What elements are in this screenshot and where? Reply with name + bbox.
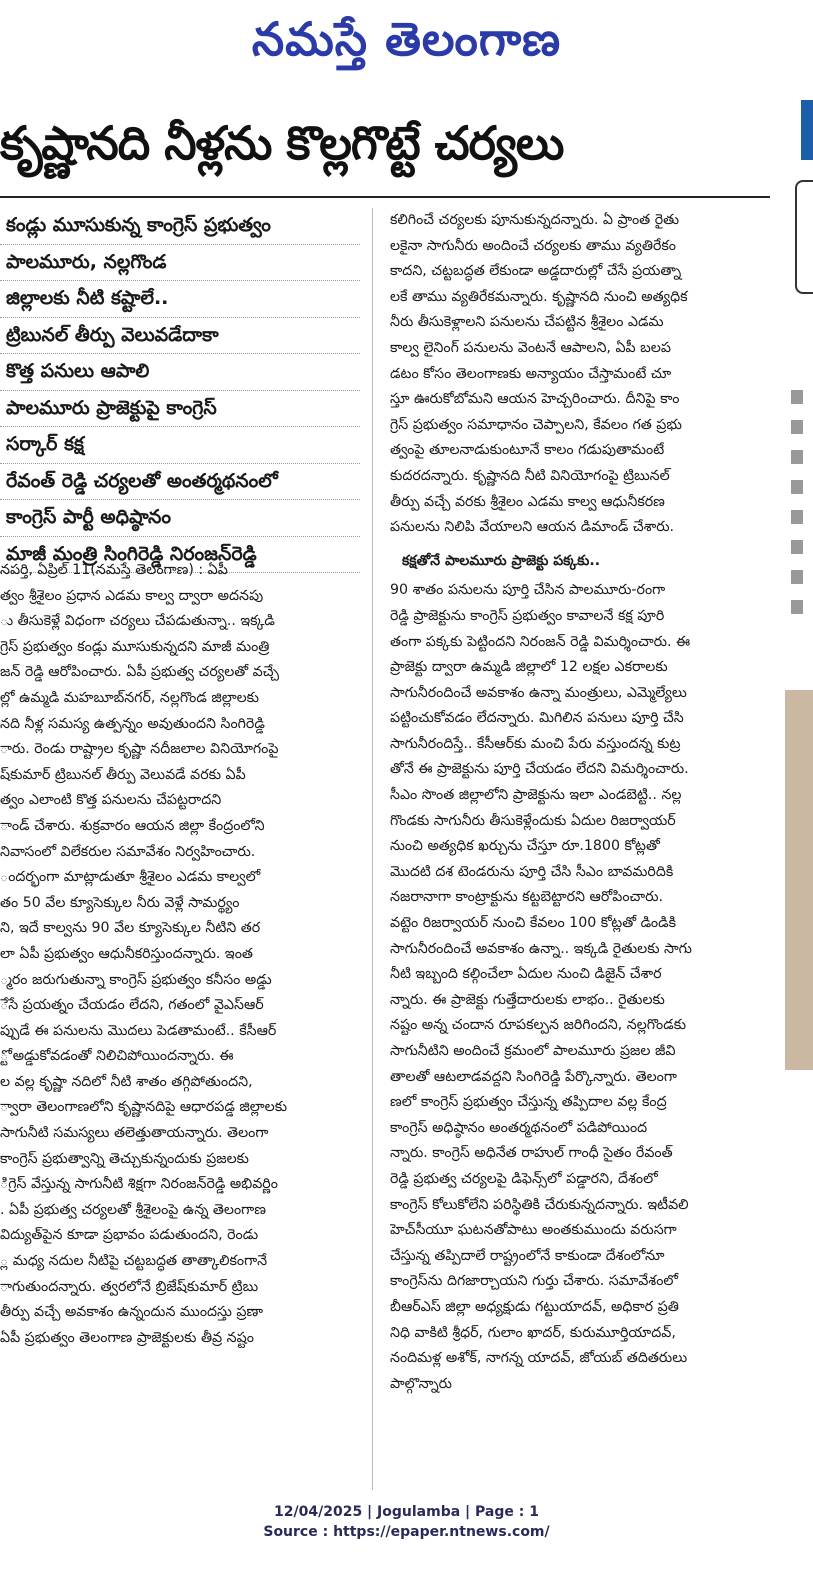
body-line: ్టో అడ్డుకోవడంతో నిలిచిపోయిందన్నారు. ఈ (0, 1048, 234, 1065)
text-fragment (791, 540, 803, 554)
right-subhead: కక్షతోనే పాలమూరు ప్రాజెక్టు పక్కకు.. (402, 552, 601, 569)
body-line: తీర్పు వచ్చే అవకాశం ఉన్నందున ముందస్తు ప్రణా (0, 1304, 264, 1321)
body-line: తోనే ఈ ప్రాజెక్టును పూర్తి చేయడం లేదని విమర్శించారు. (390, 761, 689, 778)
text-fragment (791, 510, 803, 524)
headline-rule (0, 196, 770, 198)
body-line: న్నారు. ఈ ప్రాజెక్టు గుత్తేదారులకు లాభం.. రైతులకు (390, 991, 665, 1008)
body-line: సాగునీరందిస్తే.. కేసీఆర్‌కు మంచి పేరు వస్తుందన్న కుట్ర (390, 735, 681, 752)
body-line: జన్ రెడ్డి ఆరోపించారు. ఏపీ ప్రభుత్వ చర్యలతో వచ్చే (0, 664, 280, 681)
body-line: ్ల మధ్య నదుల నీటిపై చట్టబద్ధత తాత్కాలికంగానే (0, 1253, 268, 1270)
body-line: పట్టించుకోవడం లేదన్నారు. మిగిలిన పనులు పూర్తి చేసి (390, 710, 684, 727)
body-line: నీరు తీసుకెళ్లాలని పనులను చేపట్టిన శ్రీశైలం ఎడమ (390, 314, 664, 331)
body-line: హెచ్‌సీయూ ఘటనతోపాటు అంతకుముందు వరుసగా (390, 1222, 677, 1239)
blue-tab (801, 100, 813, 160)
body-line: కుదరదన్నారు. కృష్ణానది నీటి వినియోగంపై ట్రిబునల్ (390, 467, 670, 484)
body-line: త్వం ఎలాంటి కొత్త పనులను చేపట్టరాదని (0, 792, 222, 809)
body-line: ాండ్ చేశారు. శుక్రవారం ఆయన జిల్లా కేంద్రంలోని (0, 817, 265, 834)
adjacent-photo (785, 690, 813, 1070)
body-line: ఏపీ ప్రభుత్వం తెలంగాణ ప్రాజెక్టులకు తీవ్ర నష్టం (0, 1329, 254, 1346)
body-line: కాంగ్రెస్ అధిష్ఠానం అంతర్మథనంలో పడిపోయింద (390, 1119, 648, 1136)
body-line: పాల్గొన్నారు (390, 1375, 452, 1392)
body-line: నపర్తి, ఏప్రిల్ 11(నమస్తే తెలంగాణ) : ఏపీ (0, 562, 228, 578)
text-fragment (791, 390, 803, 404)
body-line: నుంచి అత్యధిక ఖర్చును చేస్తూ రూ.1800 కోట్లతో (390, 838, 660, 855)
body-line: త్వంపై తూలనాడుకుంటూనే కాలం గడుపుతామంటే (390, 442, 665, 459)
body-line: నజరానాగా కాంట్రాక్టును కట్టబెట్టారని ఆరోపించారు. (390, 889, 664, 906)
left-column-body (0, 558, 355, 1351)
body-line: నది నీళ్ల సమస్య ఉత్పన్నం అవుతుందని సింగిరెడ్డి (0, 715, 265, 732)
body-line: ు తీసుకెళ్లే విధంగా చర్యలు చేపడుతున్నా.. ఇక్కడి (0, 613, 275, 630)
subheading: కొత్త పనులు ఆపాలి (0, 354, 360, 391)
body-line: నివాసంలో విలేకరుల సమావేశం నిర్వహించారు. (0, 843, 256, 860)
body-line: ిగ్రెస్ వేస్తున్న సాగునీటి శిక్షగా నిరంజన్‌రెడ్డి అభివర్ణిం (0, 1176, 278, 1193)
body-line: డటం కోసం తెలంగాణకు అన్యాయం చేస్తామంటే చూ (390, 365, 672, 382)
headline: కృష్ణానది నీళ్లను కొల్లగొట్టే చర్యలు (0, 116, 564, 170)
body-line: సాగునీరందించే అవకాశం ఉన్నా.. ఇక్కడి రైతులకు సాగు (390, 940, 692, 957)
body-line: తం 50 వేల క్యూసెక్కుల నీరు వెళ్లే సామర్థ్యం (0, 894, 240, 911)
body-line: ల్లో ఉమ్మడి మహబూబ్‌నగర్, నల్లగొండ జిల్లాలకు (0, 689, 259, 706)
body-line: నష్టం అన్న చందాన రూపకల్పన జరిగిందని, నల్లగొండకు (390, 1017, 687, 1034)
body-line: సాగునీటి సమస్యలు తలెత్తుతాయన్నారు. తెలంగా (0, 1125, 269, 1142)
body-line: ్వారా తెలంగాణలోని కృష్ణానదిపై ఆధారపడ్డ జిల్లాలకు (0, 1099, 288, 1116)
newspaper-logo: నమస్తే తెలంగాణ (251, 12, 562, 66)
masthead (0, 0, 813, 90)
body-line: ్మరం జరుగుతున్నా కాంగ్రెస్ ప్రభుత్వం కనీసం అడ్డు (0, 971, 272, 988)
body-line: సాగునీరందించే అవకాశం ఉన్నా మంత్రులు, ఎమ్మెల్యేలు (390, 684, 687, 701)
body-line: గ్రెస్ ప్రభుత్వం కండ్లు మూసుకున్నదని మాజీ మంత్రి (0, 638, 270, 655)
body-line: కలిగించే చర్యలకు పూనుకున్నదన్నారు. ఏ ప్రాంత రైతు (390, 212, 680, 228)
footer (0, 1502, 813, 1542)
body-line: సీఎం సొంత జిల్లాలోని ప్రాజెక్టును ఇలా ఎండబెట్టి.. నల్ల (390, 787, 682, 804)
text-fragment (791, 450, 803, 464)
body-line: పనులను నిలిపి వేయాలని ఆయన డిమాండ్ చేశారు. (390, 519, 675, 536)
body-line: కాదని, చట్టబద్ధత లేకుండా అడ్డదారుల్లో చేసే ప్రయత్నా (390, 263, 682, 280)
body-line: 90 శాతం పనులను పూర్తి చేసిన పాలమూరు-రంగా (390, 582, 666, 599)
body-line: ని, ఇదే కాల్వను 90 వేల క్యూసెక్కుల నీటిని తర (0, 920, 261, 937)
subheading: సర్కార్ కక్ష (0, 427, 360, 464)
body-line: ప్పుడే ఈ పనులను మొదలు పెడతామంటే.. కేసీఆర్ (0, 1022, 277, 1039)
subheading: ట్రిబునల్ తీర్పు వెలువడేదాకా (0, 318, 360, 355)
body-line: . ఏపీ ప్రభుత్వ చర్యలతో శ్రీశైలంపై ఉన్న తెలంగాణ (0, 1201, 266, 1218)
footer-source: Source : https://epaper.ntnews.com/ (263, 1524, 550, 1540)
body-line: ణలో కాంగ్రెస్ ప్రభుత్వం చేస్తున్న తప్పిదాల వల్ల కేంద్ర (390, 1094, 667, 1111)
right-column (390, 208, 765, 1397)
body-line: ల వల్ల కృష్ణా నదిలో నీటి శాతం తగ్గిపోతుందని, (0, 1073, 253, 1090)
text-fragment (791, 480, 803, 494)
footer-date-edition: 12/04/2025 | Jogulamba | Page : 1 (274, 1504, 539, 1520)
body-line: న్నారు. కాంగ్రెస్ అధినేత రాహుల్ గాంధీ సైతం రేవంత్ (390, 1145, 673, 1162)
body-line: రెడ్డి ప్రాజెక్టును కాంగ్రెస్ ప్రభుత్వం కావాలనే కక్ష పూరి (390, 607, 665, 624)
body-line: వట్టెం రిజర్వాయర్ నుంచి కేవలం 100 కోట్లతో డిండికి (390, 915, 676, 932)
body-line: మొదటి దశ టెండరును పూర్తి చేసి సీఎం బావమరిదికి (390, 863, 674, 880)
body-line: బీఆర్‌ఎస్ జిల్లా అధ్యక్షుడు గట్టుయాదవ్, అధికార ప్రతి (390, 1298, 679, 1315)
body-line: ష్‌కుమార్ ట్రిబునల్ తీర్పు వెలువడే వరకు ఏపీ (0, 766, 246, 783)
body-line: లకైనా సాగునీరు అందించే చర్యలకు తాము వ్యతిరేకం (390, 237, 676, 254)
subheading: పాలమూరు ప్రాజెక్టుపై కాంగ్రెస్ (0, 391, 360, 428)
body-line: ేసే ప్రయత్నం చేయడం లేదని, గతంలో వైఎస్ఆర్ (0, 997, 264, 1014)
body-line: స్తూ ఊరుకోబోమని ఆయన హెచ్చరించారు. దీనిపై కాం (390, 391, 680, 408)
body-line: కాల్వ లైనింగ్ పనులను వెంటనే ఆపాలని, ఏపీ బలప (390, 339, 671, 356)
text-fragment (791, 570, 803, 584)
body-line: సాగునీటిని అందించే క్రమంలో పాలమూరు ప్రజల జీవి (390, 1043, 676, 1059)
text-fragment (791, 420, 803, 434)
bracket-shape (795, 180, 813, 294)
body-line: గ్రెస్ ప్రభుత్వం సమాధానం చెప్పాలని, కేవలం గత ప్రభు (390, 416, 682, 433)
right-column-body-2 (390, 578, 765, 1397)
body-line: లకే తాము వ్యతిరేకమన్నారు. కృష్ణానది నుంచి అత్యధిక (390, 288, 688, 305)
body-line: గొండకు సాగునీరు తీసుకెళ్లేందుకు ఏదుల రిజర్వాయర్ (390, 812, 676, 829)
body-line: తాలతో ఆటలాడవద్దని సింగిరెడ్డి పేర్కొన్నారు. తెలంగా (390, 1068, 677, 1085)
subheadings (0, 208, 360, 573)
body-line: నందిమళ్ల అశోక్, నాగన్న యాదవ్, జోయబ్ తదితరులు (390, 1350, 688, 1367)
body-line: తీర్పు వచ్చే వరకు శ్రీశైలం ఎడమ కాల్వ ఆధునీకరణ (390, 493, 665, 510)
body-line: త్వం శ్రీశైలం ప్రధాన ఎడమ కాల్వ ద్వారా అదనపు (0, 587, 264, 604)
body-line: ందర్భంగా మాట్లాడుతూ శ్రీశైలం ఎడమ కాల్వలో (0, 869, 261, 886)
column-separator (372, 208, 373, 1490)
body-line: తంగా పక్కకు పెట్టిందని నిరంజన్ రెడ్డి విమర్శించారు. ఈ (390, 633, 691, 650)
subheading: మాజీ మంత్రి సింగిరెడ్డి నిరంజన్‌రెడ్డి (0, 537, 360, 574)
body-line: ాగుతుందన్నారు. త్వరలోనే బ్రిజేష్‌కుమార్ ట్రిబు (0, 1278, 259, 1295)
subheading: పాలమూరు, నల్లగొండ (0, 245, 360, 282)
body-line: లా ఏపీ ప్రభుత్వం ఆధునీకరిస్తుందన్నారు. ఇంత (0, 945, 253, 962)
right-column-body-1 (390, 208, 765, 541)
article-clip (0, 100, 770, 1490)
text-fragment (791, 600, 803, 614)
body-line: ారు. రెండు రాష్ట్రాల కృష్ణా నదీజలాల వినియోగంపై (0, 741, 279, 758)
body-line: చేస్తున్న తప్పిదాలే రాష్ట్రంలోనే కాకుండా దేశంలోనూ (390, 1247, 665, 1264)
subheading: రేవంత్ రెడ్డి చర్యలతో అంతర్మథనంలో (0, 464, 360, 501)
body-line: కాంగ్రెస్‌ను దిగజార్చాయని గుర్తు చేశారు. సమావేశంలో (390, 1273, 678, 1290)
body-line: కాంగ్రెస్ కోలుకోలేని పరిస్థితికి చేరుకున్నదన్నారు. ఇటీవలి (390, 1196, 689, 1213)
body-line: నీటి ఇబ్బంది కల్గించేలా ఏదుల నుంచి డిజైన్ చేశార (390, 966, 662, 983)
body-line: కాంగ్రెస్ ప్రభుత్వాన్ని తెచ్చుకున్నందుకు ప్రజలకు (0, 1150, 249, 1167)
body-line: విద్యుత్‌పైన కూడా ప్రభావం పడుతుందని, రెండు (0, 1227, 259, 1244)
body-line: నిధి వాకిటి శ్రీధర్, గులాం ఖాదర్, కురుమూర్తియాదవ్, (390, 1324, 676, 1341)
subheading: కండ్లు మూసుకున్న కాంగ్రెస్ ప్రభుత్వం (0, 208, 360, 245)
body-line: ప్రాజెక్టు ద్వారా ఉమ్మడి జిల్లాలో 12 లక్షల ఎకరాలకు (390, 659, 668, 676)
body-line: రెడ్డి ప్రభుత్వ చర్యలపై డిఫెన్స్‌లో పడ్డారని, దేశంలో (390, 1170, 658, 1187)
adjacent-article-strip (785, 100, 813, 1490)
subheading: కాంగ్రెస్ పార్టీ అధిష్ఠానం (0, 500, 360, 537)
subheading: జిల్లాలకు నీటి కష్టాలే.. (0, 281, 360, 318)
